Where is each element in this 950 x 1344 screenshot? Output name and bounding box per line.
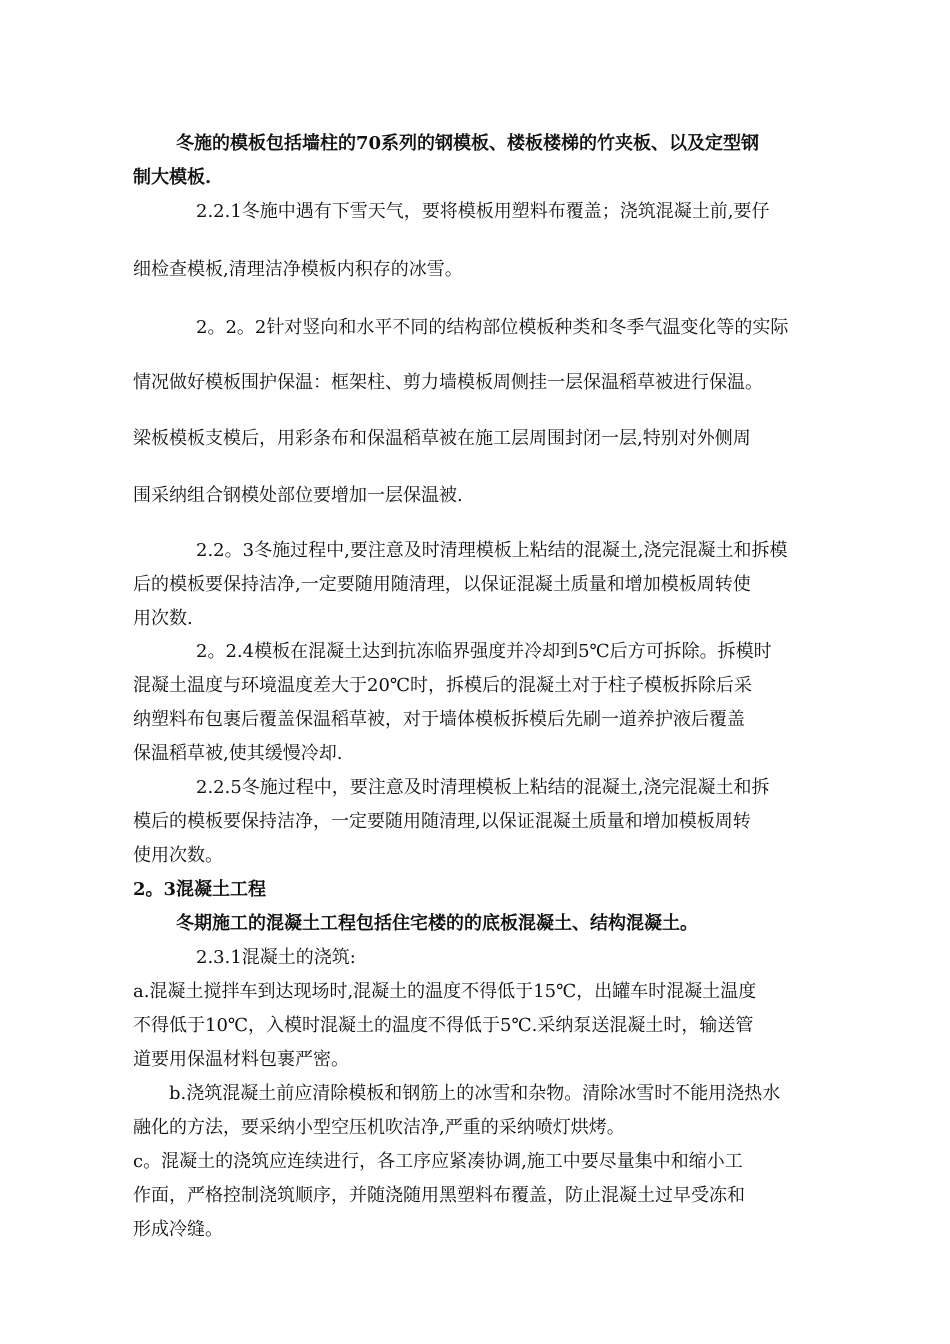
- text-line: 2。2.4模板在混凝土达到抗冻临界强度并冷却到5℃后方可拆除。拆模时: [196, 641, 772, 662]
- text-line: 不得低于10℃，入模时混凝土的温度不得低于5℃.采纳泵送混凝土时，输送管: [133, 1015, 754, 1036]
- text-line: c。混凝土的浇筑应连续进行，各工序应紧凑协调,施工中要尽量集中和缩小工: [133, 1151, 743, 1172]
- text-line: 形成冷缝。: [133, 1219, 223, 1240]
- text-line: 冬期施工的混凝土工程包括住宅楼的的底板混凝土、结构混凝土。: [176, 913, 698, 934]
- text-line: 梁板模板支模后，用彩条布和保温稻草被在施工层周围封闭一层,特别对外侧周: [133, 428, 751, 449]
- text-line: 作面，严格控制浇筑顺序，并随浇随用黑塑料布覆盖，防止混凝土过早受冻和: [133, 1185, 745, 1206]
- text-line: 用次数.: [133, 608, 193, 629]
- text-line: 纳塑料布包裹后覆盖保温稻草被，对于墙体模板拆模后先刷一道养护液后覆盖: [133, 709, 745, 730]
- text-line: 模后的模板要保持洁净，一定要随用随清理,以保证混凝土质量和增加模板周转: [133, 811, 751, 832]
- text-line: 制大模板.: [133, 167, 212, 188]
- text-line: 后的模板要保持洁净,一定要随用随清理，以保证混凝土质量和增加模板周转使: [133, 574, 751, 595]
- text-line: 2.2.1冬施中遇有下雪天气，要将模板用塑料布覆盖；浇筑混凝土前,要仔: [196, 201, 770, 222]
- text-line: 混凝土温度与环境温度差大于20℃时，拆模后的混凝土对于柱子模板拆除后采: [133, 675, 753, 696]
- text-line: 融化的方法，要采纳小型空压机吹洁净,严重的采纳喷灯烘烤。: [133, 1117, 625, 1138]
- text-line: 冬施的模板包括墙柱的70系列的钢模板、楼板楼梯的竹夹板、以及定型钢: [176, 133, 760, 154]
- text-line: 细检查模板,清理洁净模板内积存的冰雪。: [133, 259, 463, 280]
- text-line: 2.2。3冬施过程中,要注意及时清理模板上粘结的混凝土,浇完混凝土和拆模: [196, 540, 788, 561]
- text-line: a.混凝土搅拌车到达现场时,混凝土的温度不得低于15℃，出罐车时混凝土温度: [133, 981, 757, 1002]
- text-line: b.浇筑混凝土前应清除模板和钢筋上的冰雪和杂物。清除冰雪时不能用浇热水: [169, 1083, 781, 1104]
- text-line: 保温稻草被,使其缓慢冷却.: [133, 743, 343, 764]
- text-line: 围采纳组合钢模处部位要增加一层保温被.: [133, 485, 463, 506]
- text-line: 2.3.1混凝土的浇筑:: [196, 947, 356, 968]
- text-line: 2。2。2针对竖向和水平不同的结构部位模板种类和冬季气温变化等的实际: [196, 317, 789, 338]
- text-line: 2.2.5冬施过程中，要注意及时清理模板上粘结的混凝土,浇完混凝土和拆: [196, 777, 770, 798]
- text-line: 使用次数。: [133, 845, 223, 866]
- text-line: 情况做好模板围护保温：框架柱、剪力墙模板周侧挂一层保温稻草被进行保温。: [133, 372, 763, 393]
- text-line: 道要用保温材料包裹严密。: [133, 1049, 349, 1070]
- section-heading: 2。3混凝土工程: [133, 879, 267, 900]
